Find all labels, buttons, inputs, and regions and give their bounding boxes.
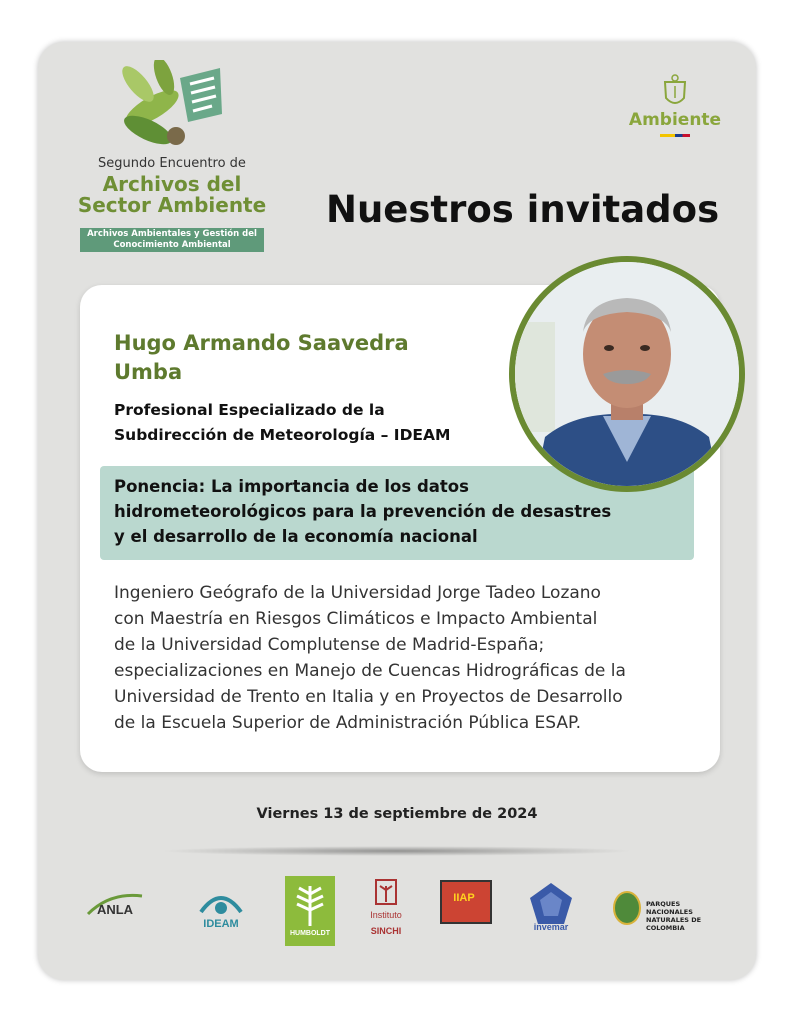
ministry-logo xyxy=(620,72,730,152)
bio-line: especializaciones en Manejo de Cuencas Hidrográficas de la xyxy=(114,661,626,681)
bio-line: de la Escuela Superior de Administración Pública ESAP. xyxy=(114,713,581,733)
invemar-logo xyxy=(526,876,576,946)
partner-logos xyxy=(80,876,720,946)
parques-logo xyxy=(612,876,720,946)
parques-seal-icon xyxy=(612,890,642,926)
talk-line1: Ponencia: La importancia de los datos xyxy=(114,477,469,496)
talk-line3: y el desarrollo de la economía nacional xyxy=(114,527,478,546)
sinchi-tree-icon xyxy=(364,878,408,908)
speaker-photo xyxy=(509,256,745,492)
bio-line: Ingeniero Geógrafo de la Universidad Jorge Tadeo Lozano xyxy=(114,583,601,603)
invemar-label: invemar xyxy=(533,922,569,932)
speaker-role-line1: Profesional Especializado de la xyxy=(114,401,385,419)
ideam-label: IDEAM xyxy=(203,918,239,930)
event-subtitle xyxy=(80,228,264,252)
sinchi-label-1: Instituto xyxy=(370,910,402,920)
flag-stripe xyxy=(660,134,690,137)
event-title xyxy=(52,174,292,216)
event-title-line2: Sector Ambiente xyxy=(77,193,267,217)
humboldt-leaf-icon xyxy=(285,880,335,930)
portrait-icon xyxy=(515,262,739,486)
leaves-document-icon xyxy=(52,60,292,156)
ideam-logo xyxy=(186,876,256,946)
speaker-name xyxy=(114,329,454,387)
ideam-eye-icon xyxy=(186,882,256,922)
sinchi-logo xyxy=(364,876,408,946)
iiap-logo xyxy=(436,876,492,946)
event-subtitle-line1: Archivos Ambientales y Gestión del xyxy=(87,229,257,239)
speaker-name-line2: Umba xyxy=(114,360,183,384)
bio-line: Universidad de Trento en Italia y en Proyectos de Desarrollo xyxy=(114,687,623,707)
bio-line: de la Universidad Complutense de Madrid-España; xyxy=(114,635,545,655)
page-title: Nuestros invitados xyxy=(326,188,720,231)
speaker-role-line2: Subdirección de Meteorología – IDEAM xyxy=(114,426,451,444)
humboldt-label: HUMBOLDT xyxy=(289,930,331,937)
event-logo xyxy=(52,60,292,260)
speaker-bio xyxy=(114,580,694,736)
anla-label: ANLA xyxy=(96,902,134,917)
parques-label-1: PARQUES NACIONALES xyxy=(646,900,693,916)
parques-label xyxy=(646,900,722,932)
speaker-role xyxy=(114,398,514,448)
event-date: Viernes 13 de septiembre de 2024 xyxy=(256,806,538,822)
bio-line: con Maestría en Riesgos Climáticos e Impacto Ambiental xyxy=(114,609,598,629)
parques-label-2: NATURALES DE COLOMBIA xyxy=(646,916,702,932)
divider-shadow xyxy=(160,846,634,856)
event-title-line1: Archivos del xyxy=(102,172,242,196)
event-pre-title: Segundo Encuentro de xyxy=(98,156,246,171)
anla-logo xyxy=(80,876,150,946)
humboldt-logo xyxy=(285,876,335,946)
sinchi-label-2: SINCHI xyxy=(370,926,402,936)
ministry-name: Ambiente xyxy=(628,110,722,130)
coat-of-arms-icon xyxy=(660,74,690,110)
event-subtitle-line2: Conocimiento Ambiental xyxy=(113,240,231,250)
speaker-name-line1: Hugo Armando Saavedra xyxy=(114,331,409,355)
talk-line2: hidrometeorológicos para la prevención de desastres xyxy=(114,502,612,521)
iiap-label: IIAP xyxy=(453,892,475,904)
